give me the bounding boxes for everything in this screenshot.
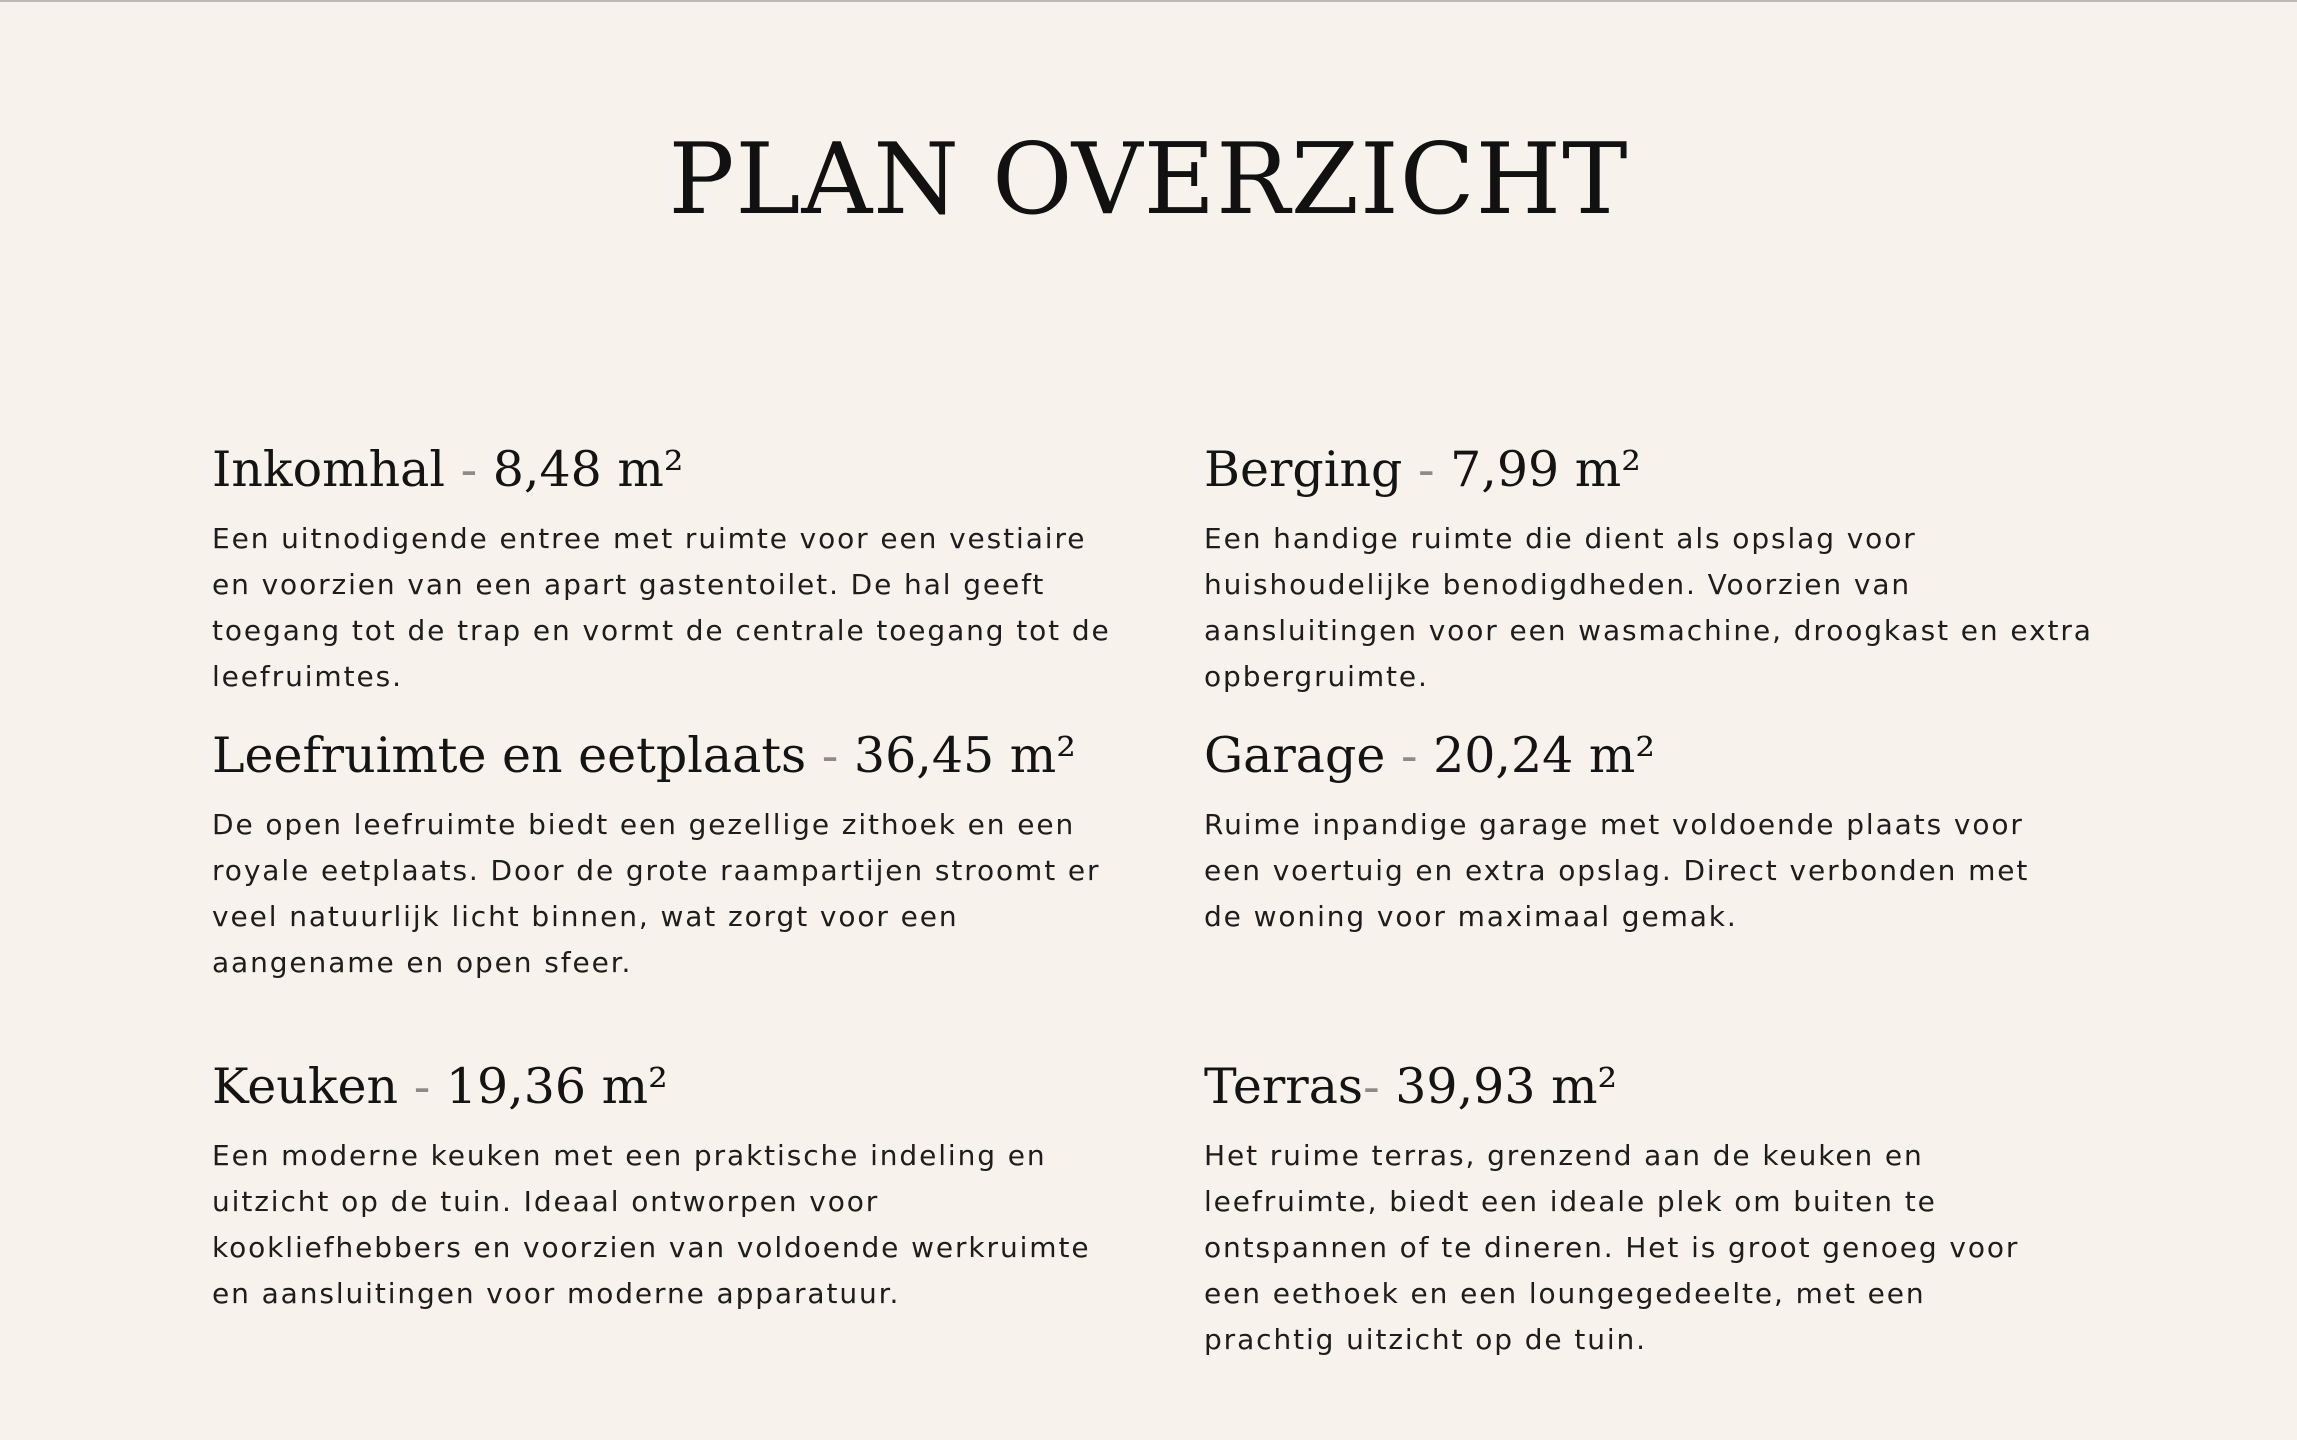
room-area: 20,24 m² (1433, 727, 1656, 784)
room-area: 7,99 m² (1450, 441, 1641, 498)
room-area: 36,45 m² (853, 727, 1076, 784)
page-title: PLAN OVERZICHT (668, 123, 1629, 237)
heading-separator: - (1363, 1058, 1380, 1115)
room-description: Een moderne keuken met een praktische indeling en uitzicht op de tuin. Ideaal ontworpen voor kookliefhebbers en voorzien van voldoende werkruimte en aansluitingen voor moderne apparatuur. (212, 1139, 1091, 1310)
room-description: Een uitnodigende entree met ruimte voor een vestiaire en voorzien van een apart gastentoilet. De hal geeft toegang tot de trap en vormt de centrale toegang tot de leefruimtes. (212, 522, 1111, 693)
room-name: Leefruimte en eetplaats (212, 727, 807, 784)
heading-separator: - (821, 727, 839, 784)
room-name: Keuken (212, 1058, 399, 1115)
section-heading (1204, 440, 2124, 500)
section-heading (1204, 1057, 2124, 1117)
room-description: Een handige ruimte die dient als opslag voor huishoudelijke benodigdheden. Voorzien van aansluitingen voor een wasmachine, droogkast en extra opbergruimte. (1204, 522, 2093, 693)
room-area: 39,93 m² (1395, 1058, 1618, 1115)
heading-separator: - (460, 441, 478, 498)
section-heading (212, 726, 1132, 786)
top-divider (0, 0, 2297, 2)
heading-separator: - (413, 1058, 431, 1115)
section-keuken (212, 1057, 1132, 1317)
section-leefruimte-en-eetplaats (212, 726, 1132, 986)
section-heading (212, 1057, 1132, 1117)
room-description: Het ruime terras, grenzend aan de keuken en leefruimte, biedt een ideale plek om buiten te ontspannen of te dineren. Het is groot genoeg voor een eethoek en een loungegedeelte, met een prachtig uitzicht op de tuin. (1204, 1139, 2020, 1356)
room-area: 19,36 m² (445, 1058, 668, 1115)
section-inkomhal (212, 440, 1132, 700)
room-name: Terras (1204, 1058, 1364, 1115)
heading-separator: - (1400, 727, 1418, 784)
room-name: Inkomhal (212, 441, 446, 498)
room-description: De open leefruimte biedt een gezellige zithoek en een royale eetplaats. Door de grote raampartijen stroomt er veel natuurlijk licht binnen, wat zorgt voor een aangename en open sfeer. (212, 808, 1101, 979)
room-name: Garage (1204, 727, 1386, 784)
section-heading (212, 440, 1132, 500)
room-name: Berging (1204, 441, 1403, 498)
section-heading (1204, 726, 2124, 786)
heading-separator: - (1417, 441, 1435, 498)
section-garage (1204, 726, 2124, 940)
room-description: Ruime inpandige garage met voldoende plaats voor een voertuig en extra opslag. Direct verbonden met de woning voor maximaal gemak. (1204, 808, 2030, 933)
section-terras (1204, 1057, 2124, 1363)
room-area: 8,48 m² (492, 441, 684, 498)
section-berging (1204, 440, 2124, 700)
